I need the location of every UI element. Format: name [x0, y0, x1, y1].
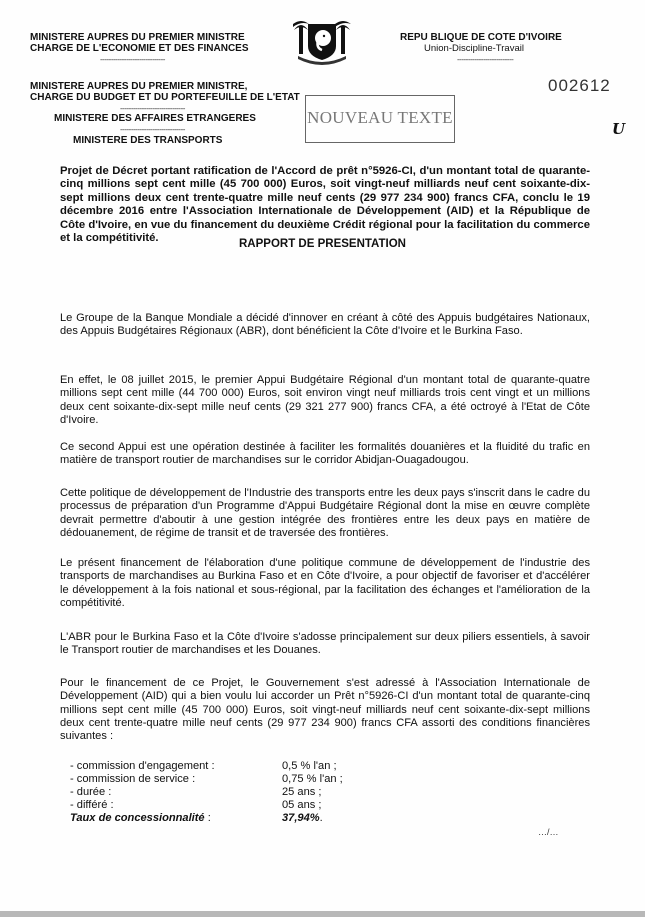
header-separator: ------------------------------	[120, 104, 185, 113]
country-name: REPU BLIQUE DE COTE D'IVOIRE	[400, 32, 562, 43]
condition-label: - commission d'engagement :	[70, 760, 215, 772]
paragraph: Ce second Appui est une opération destinée à faciliter les formalités douanières et la fluidité du trafic en matière de transport routier de marchandises sur le corridor Abidjan-Ouagadougou.	[60, 441, 590, 467]
paragraph: Le Groupe de la Banque Mondiale a décidé d'innover en créant à côté des Appuis budgétaires Nationaux, des Appuis Budgétaires Régionaux (ABR), dont bénéficient la Côte d'Ivoire et le Burkina Faso.	[60, 312, 590, 338]
nouveau-texte-stamp	[305, 95, 455, 143]
concessionality-row	[70, 812, 323, 825]
label-suffix: :	[204, 812, 211, 824]
condition-row	[70, 773, 343, 786]
condition-row	[70, 786, 321, 799]
paragraph: En effet, le 08 juillet 2015, le premier Appui Budgétaire Régional d'un montant total de quarante-quatre millions sept cent mille (44 700 000) Euros, soit environ vingt neuf milliards trois cent vingt et un millions deux cent soixante-dix-sept mille neuf cents (29 321 277 900) francs CFA, a été octroyé à l'Etat de Côte d'Ivoire.	[60, 374, 590, 426]
condition-value: 05 ans ;	[282, 799, 322, 811]
header-separator: ------------------------------	[100, 55, 165, 64]
continuation-mark: …/…	[538, 827, 559, 837]
paragraph: Le présent financement de l'élaboration d'une politique commune de développement de l'industrie des transports de marchandises au Burkina Faso et en Côte d'Ivoire, a pour objectif de favoriser et d'accélérer le développement à la fois national et sous-régional, par la facilitation des échanges et l'amélioration de la compétitivité.	[60, 557, 590, 609]
document-number: 002612	[548, 76, 611, 95]
ministry-economy-line-2: CHARGE DE L'ECONOMIE ET DES FINANCES	[30, 43, 249, 54]
ministry-budget-line-2: CHARGE DU BUDGET ET DU PORTEFEUILLE DE L'ETAT	[30, 92, 300, 103]
condition-label: - durée :	[70, 786, 112, 798]
decree-title: Projet de Décret portant ratification de l'Accord de prêt n°5926-CI, d'un montant total de quarante-cinq millions sept cent mille (45 700 000) Euros, soit vingt-neuf milliards neuf cent soixante-dix-sept millions deux cent trente-quatre mille neuf cents (29 977 234 900) francs CFA, conclu le 19 décembre 2016 entre l'Association Internationale de Développement (AID) et la République de Côte d'Ivoire, en vue du financement du deuxième Crédit régional pour la facilitation du commerce et la compétitivité.	[60, 165, 590, 245]
ministry-economy-line-1: MINISTERE AUPRES DU PREMIER MINISTRE	[30, 32, 245, 43]
paragraph: Cette politique de développement de l'Industrie des transports entre les deux pays s'inscrit dans le cadre du processus de préparation d'un Programme d'Appui Budgétaire Régional dont la mise en œuvre complète devrait permettre d'aboutir à une gestion intégrée des frontières entre les deux pays en matière de dédouanement, de régime de transit et de traversée des frontières.	[60, 487, 590, 539]
header-separator: ------------------------------	[120, 125, 185, 134]
condition-value: 0,75 % l'an ;	[282, 773, 343, 785]
condition-value: 37,94%	[282, 812, 320, 824]
page-bottom-edge	[0, 911, 645, 917]
condition-row	[70, 799, 321, 812]
coat-of-arms-icon	[292, 16, 352, 68]
national-motto: Union-Discipline-Travail	[424, 43, 524, 54]
condition-row	[70, 760, 337, 773]
handwritten-initials: U	[612, 120, 626, 138]
value-suffix: .	[319, 812, 323, 824]
section-heading: RAPPORT DE PRESENTATION	[239, 238, 406, 250]
condition-label: - commission de service :	[70, 773, 196, 785]
header-separator: --------------------------	[457, 55, 514, 64]
stamp-label: NOUVEAU TEXTE	[307, 108, 453, 127]
ministry-budget-line-1: MINISTERE AUPRES DU PREMIER MINISTRE,	[30, 81, 248, 92]
paragraph: Pour le financement de ce Projet, le Gouvernement s'est adressé à l'Association Internationale de Développement (AID) qui a bien voulu lui accorder un Prêt n°5926-CI d'un montant total de quarante-cinq millions sept cent mille (45 700 000) Euros, soit vingt-neuf milliards neuf cent soixante-dix-sept millions deux cent trente-quatre mille neuf cents (29 977 234 900) francs CFA assorti des conditions financières suivantes :	[60, 677, 590, 743]
ministry-foreign-affairs: MINISTERE DES AFFAIRES ETRANGERES	[54, 113, 256, 124]
ministry-transports: MINISTERE DES TRANSPORTS	[73, 135, 223, 146]
condition-value: 0,5 % l'an ;	[282, 760, 337, 772]
condition-value: 25 ans ;	[282, 786, 322, 798]
paragraph: L'ABR pour le Burkina Faso et la Côte d'Ivoire s'adosse principalement sur deux piliers essentiels, à savoir le Transport routier de marchandises et les Douanes.	[60, 631, 590, 657]
condition-label: - différé :	[70, 799, 114, 811]
condition-label: Taux de concessionnalité	[70, 812, 205, 824]
